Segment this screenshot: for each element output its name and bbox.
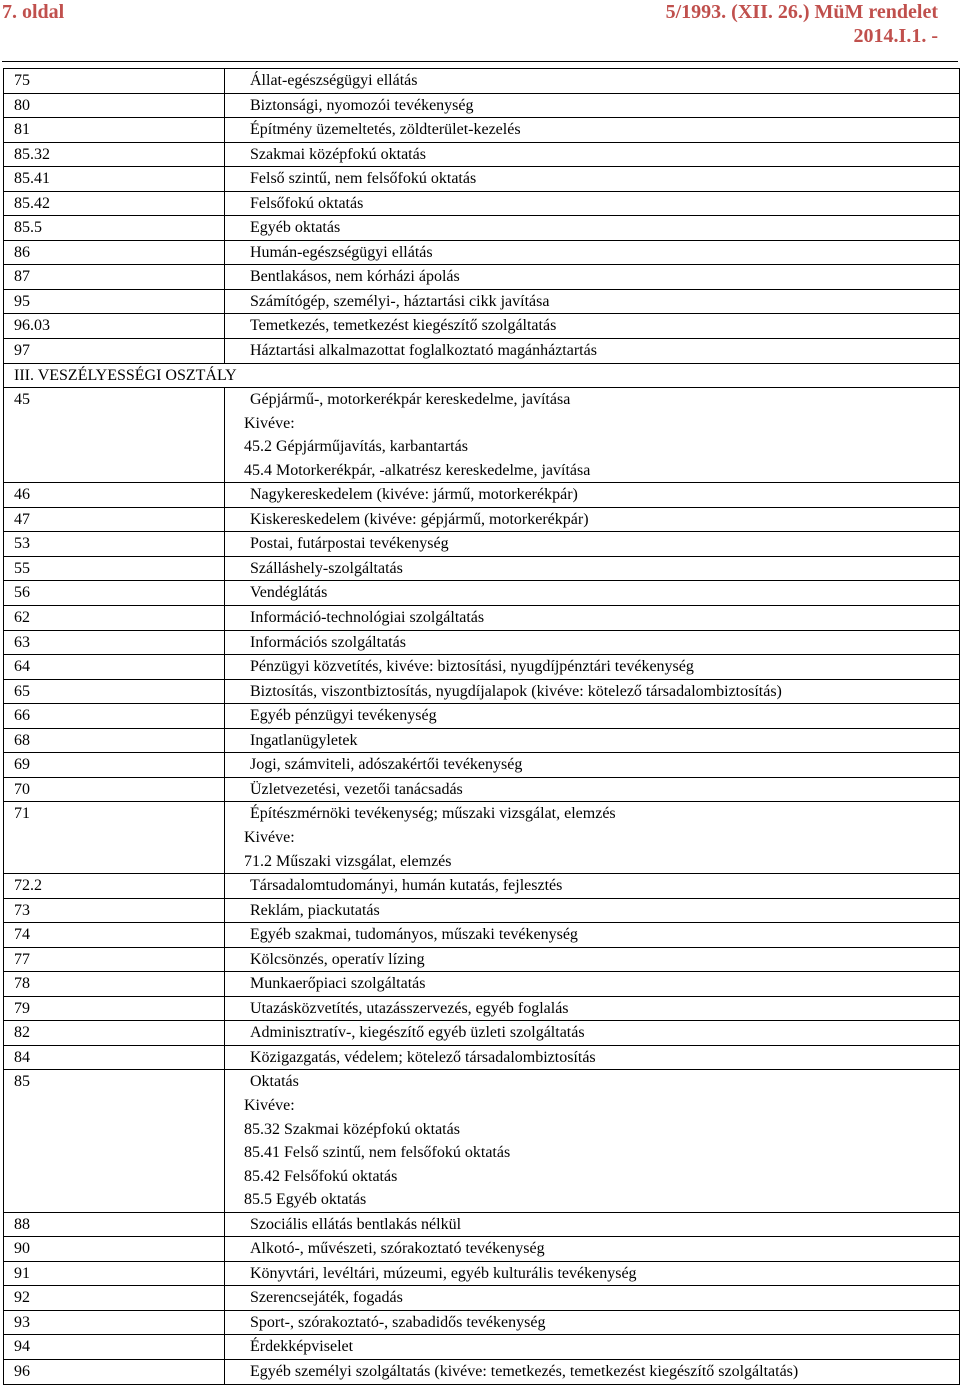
activity-code: 69 — [4, 753, 225, 778]
table-row — [4, 1310, 960, 1335]
activity-code: 95 — [4, 289, 225, 314]
activity-description — [225, 655, 960, 680]
activity-description — [225, 483, 960, 508]
table-row — [4, 388, 960, 483]
exception-line: 71.2 Műszaki vizsgálat, elemzés — [244, 852, 452, 870]
activity-description — [225, 947, 960, 972]
activity-code: 90 — [4, 1237, 225, 1262]
description-line: Humán-egészségügyi ellátás — [250, 243, 433, 261]
description-line: Háztartási alkalmazottat foglalkoztató magánháztartás — [250, 342, 597, 360]
activity-description — [225, 1261, 960, 1286]
activity-description — [225, 339, 960, 364]
description-line: Reklám, piackutatás — [250, 901, 380, 919]
activity-description — [225, 728, 960, 753]
description-line: Nagykereskedelem (kivéve: jármű, motorkerékpár) — [250, 486, 578, 504]
table-row — [4, 93, 960, 118]
activity-code: 73 — [4, 898, 225, 923]
activity-code: 93 — [4, 1310, 225, 1335]
activity-description — [225, 388, 960, 483]
activity-description — [225, 1359, 960, 1384]
table-row — [4, 655, 960, 680]
activity-description — [225, 996, 960, 1021]
table-row — [4, 1286, 960, 1311]
activity-description — [225, 606, 960, 631]
description-line: Állat-egészségügyi ellátás — [250, 72, 418, 89]
description-line: Vendéglátás — [250, 584, 328, 602]
table-row — [4, 191, 960, 216]
description-line: Bentlakásos, nem kórházi ápolás — [250, 268, 460, 286]
description-line: Szociális ellátás bentlakás nélkül — [250, 1215, 462, 1233]
description-line: Sport-, szórakoztató-, szabadidős tevékenység — [250, 1313, 546, 1331]
description-line: Kiskereskedelem (kivéve: gépjármű, motorkerékpár) — [250, 510, 589, 528]
table-row — [4, 753, 960, 778]
activity-description — [225, 581, 960, 606]
table-row — [4, 581, 960, 606]
description-line: Felsőfokú oktatás — [250, 194, 364, 212]
activity-description — [225, 1237, 960, 1262]
activity-code: 85 — [4, 1070, 225, 1212]
table-row — [4, 1045, 960, 1070]
table-row — [4, 679, 960, 704]
activity-description — [225, 265, 960, 290]
activity-description — [225, 898, 960, 923]
activity-description — [225, 240, 960, 265]
exception-line: Kivéve: — [244, 828, 295, 846]
table-row — [4, 532, 960, 557]
exception-line: Kivéve: — [244, 1096, 295, 1114]
description-line: Érdekképviselet — [250, 1338, 354, 1356]
activity-description — [225, 753, 960, 778]
table-row — [4, 216, 960, 241]
activity-description — [225, 1070, 960, 1212]
activity-code: 79 — [4, 996, 225, 1021]
exception-line: 45.4 Motorkerékpár, -alkatrész kereskedelme, javítása — [244, 461, 591, 479]
table-row — [4, 802, 960, 874]
regulation-title: 5/1993. (XII. 26.) MüM rendelet — [665, 1, 938, 23]
table-row — [4, 1070, 960, 1212]
table-row — [4, 874, 960, 899]
description-line: Utazásközvetítés, utazásszervezés, egyéb foglalás — [250, 999, 569, 1017]
exception-line: 85.32 Szakmai középfokú oktatás — [244, 1120, 460, 1138]
description-line: Információs szolgáltatás — [250, 633, 406, 651]
activity-code: 71 — [4, 802, 225, 874]
activity-code: 96 — [4, 1359, 225, 1384]
table-row — [4, 167, 960, 192]
activity-description — [225, 93, 960, 118]
activity-description — [225, 556, 960, 581]
activity-code: 55 — [4, 556, 225, 581]
section-row — [4, 363, 960, 388]
activity-description — [225, 507, 960, 532]
activity-code: 72.2 — [4, 874, 225, 899]
table-row — [4, 118, 960, 143]
activity-code: 70 — [4, 777, 225, 802]
activity-code: 77 — [4, 947, 225, 972]
activity-description — [225, 118, 960, 143]
description-line: Szakmai középfokú oktatás — [250, 145, 426, 163]
description-line: Egyéb személyi szolgáltatás (kivéve: temetkezés, temetkezést kiegészítő szolgáltatás) — [250, 1362, 799, 1380]
description-line: Kölcsönzés, operatív lízing — [250, 950, 425, 968]
description-line: Üzletvezetési, vezetői tanácsadás — [250, 780, 463, 798]
table-row — [4, 289, 960, 314]
description-line: Temetkezés, temetkezést kiegészítő szolgáltatás — [250, 317, 557, 335]
table-row — [4, 947, 960, 972]
exception-line: 45.2 Gépjárműjavítás, karbantartás — [244, 438, 468, 456]
activity-code: 86 — [4, 240, 225, 265]
table-row — [4, 1021, 960, 1046]
activity-description — [225, 191, 960, 216]
activity-description — [225, 216, 960, 241]
activity-code: 53 — [4, 532, 225, 557]
activity-code: 81 — [4, 118, 225, 143]
activity-code: 92 — [4, 1286, 225, 1311]
activity-code: 85.41 — [4, 167, 225, 192]
activity-code: 80 — [4, 93, 225, 118]
activity-code: 62 — [4, 606, 225, 631]
table-row — [4, 1237, 960, 1262]
table-row — [4, 1335, 960, 1360]
description-line: Információ-technológiai szolgáltatás — [250, 609, 485, 627]
table-row — [4, 507, 960, 532]
table-row — [4, 606, 960, 631]
activity-description — [225, 630, 960, 655]
activity-description — [225, 1335, 960, 1360]
table-row — [4, 240, 960, 265]
table-row — [4, 142, 960, 167]
activity-code: 82 — [4, 1021, 225, 1046]
activity-description — [225, 1045, 960, 1070]
activity-code: 63 — [4, 630, 225, 655]
description-line: Gépjármű-, motorkerékpár kereskedelme, javítása — [250, 391, 571, 409]
table-row — [4, 69, 960, 94]
activity-description — [225, 1021, 960, 1046]
header-divider — [2, 61, 958, 62]
document-header — [666, 0, 938, 48]
effective-date: 2014.I.1. - — [853, 25, 938, 47]
activity-code: 85.32 — [4, 142, 225, 167]
activity-code: 78 — [4, 972, 225, 997]
activity-description — [225, 314, 960, 339]
table-row — [4, 630, 960, 655]
activity-description — [225, 679, 960, 704]
activity-description — [225, 1286, 960, 1311]
activity-code-table — [3, 68, 960, 1385]
activity-description — [225, 923, 960, 948]
table-row — [4, 1261, 960, 1286]
table-row — [4, 1359, 960, 1384]
activity-description — [225, 532, 960, 557]
activity-code: 96.03 — [4, 314, 225, 339]
exception-line: 85.41 Felső szintű, nem felsőfokú oktatás — [244, 1144, 511, 1162]
activity-description — [225, 167, 960, 192]
activity-code: 87 — [4, 265, 225, 290]
activity-code: 91 — [4, 1261, 225, 1286]
table-row — [4, 777, 960, 802]
activity-code: 66 — [4, 704, 225, 729]
description-line: Társadalomtudományi, humán kutatás, fejlesztés — [250, 877, 563, 895]
activity-description — [225, 289, 960, 314]
activity-code: 46 — [4, 483, 225, 508]
table-row — [4, 483, 960, 508]
activity-code: 65 — [4, 679, 225, 704]
table-row — [4, 898, 960, 923]
description-line: Biztonsági, nyomozói tevékenység — [250, 96, 474, 114]
activity-code: 47 — [4, 507, 225, 532]
table-row — [4, 923, 960, 948]
activity-code: 56 — [4, 581, 225, 606]
description-line: Postai, futárpostai tevékenység — [250, 535, 449, 553]
activity-description — [225, 1310, 960, 1335]
activity-code: 64 — [4, 655, 225, 680]
section-heading: III. VESZÉLYESSÉGI OSZTÁLY — [4, 363, 960, 388]
activity-description — [225, 142, 960, 167]
activity-code: 68 — [4, 728, 225, 753]
table-row — [4, 339, 960, 364]
activity-description — [225, 802, 960, 874]
activity-code: 84 — [4, 1045, 225, 1070]
description-line: Munkaerőpiaci szolgáltatás — [250, 975, 426, 993]
activity-description — [225, 704, 960, 729]
description-line: Oktatás — [250, 1073, 299, 1091]
description-line: Biztosítás, viszontbiztosítás, nyugdíjalapok (kivéve: kötelező társadalombiztosítás) — [250, 682, 782, 700]
activity-code: 74 — [4, 923, 225, 948]
description-line: Közigazgatás, védelem; kötelező társadalombiztosítás — [250, 1048, 596, 1066]
exception-line: 85.5 Egyéb oktatás — [244, 1191, 367, 1209]
activity-description — [225, 777, 960, 802]
description-line: Építmény üzemeltetés, zöldterület-kezelés — [250, 121, 521, 139]
table-row — [4, 728, 960, 753]
description-line: Könyvtári, levéltári, múzeumi, egyéb kulturális tevékenység — [250, 1264, 637, 1282]
activity-description — [225, 1212, 960, 1237]
description-line: Számítógép, személyi-, háztartási cikk javítása — [250, 292, 550, 310]
exception-line: Kivéve: — [244, 414, 295, 432]
table-row — [4, 996, 960, 1021]
description-line: Szálláshely-szolgáltatás — [250, 559, 403, 577]
description-line: Építészmérnöki tevékenység; műszaki vizsgálat, elemzés — [250, 805, 616, 823]
table-body — [4, 69, 960, 1385]
table-row — [4, 704, 960, 729]
activity-code: 97 — [4, 339, 225, 364]
exception-line: 85.42 Felsőfokú oktatás — [244, 1167, 398, 1185]
description-line: Egyéb oktatás — [250, 219, 341, 237]
description-line: Adminisztratív-, kiegészítő egyéb üzleti szolgáltatás — [250, 1024, 585, 1042]
table-row — [4, 1212, 960, 1237]
activity-code: 75 — [4, 69, 225, 94]
activity-code: 88 — [4, 1212, 225, 1237]
description-line: Felső szintű, nem felsőfokú oktatás — [250, 170, 477, 188]
description-line: Pénzügyi közvetítés, kivéve: biztosítási, nyugdíjpénztári tevékenység — [250, 658, 694, 676]
table-row — [4, 556, 960, 581]
activity-description — [225, 874, 960, 899]
activity-code: 85.5 — [4, 216, 225, 241]
activity-code: 45 — [4, 388, 225, 483]
description-line: Ingatlanügyletek — [250, 731, 358, 749]
table-row — [4, 314, 960, 339]
activity-description — [225, 69, 960, 94]
description-line: Egyéb pénzügyi tevékenység — [250, 707, 437, 725]
page-number: 7. oldal — [2, 1, 65, 23]
table-row — [4, 265, 960, 290]
description-line: Szerencsejáték, fogadás — [250, 1289, 403, 1307]
activity-code: 94 — [4, 1335, 225, 1360]
description-line: Jogi, számviteli, adószakértői tevékenység — [250, 756, 523, 774]
description-line: Egyéb szakmai, tudományos, műszaki tevékenység — [250, 926, 578, 944]
activity-description — [225, 972, 960, 997]
table-row — [4, 972, 960, 997]
activity-code: 85.42 — [4, 191, 225, 216]
description-line: Alkotó-, művészeti, szórakoztató tevékenység — [250, 1240, 545, 1258]
